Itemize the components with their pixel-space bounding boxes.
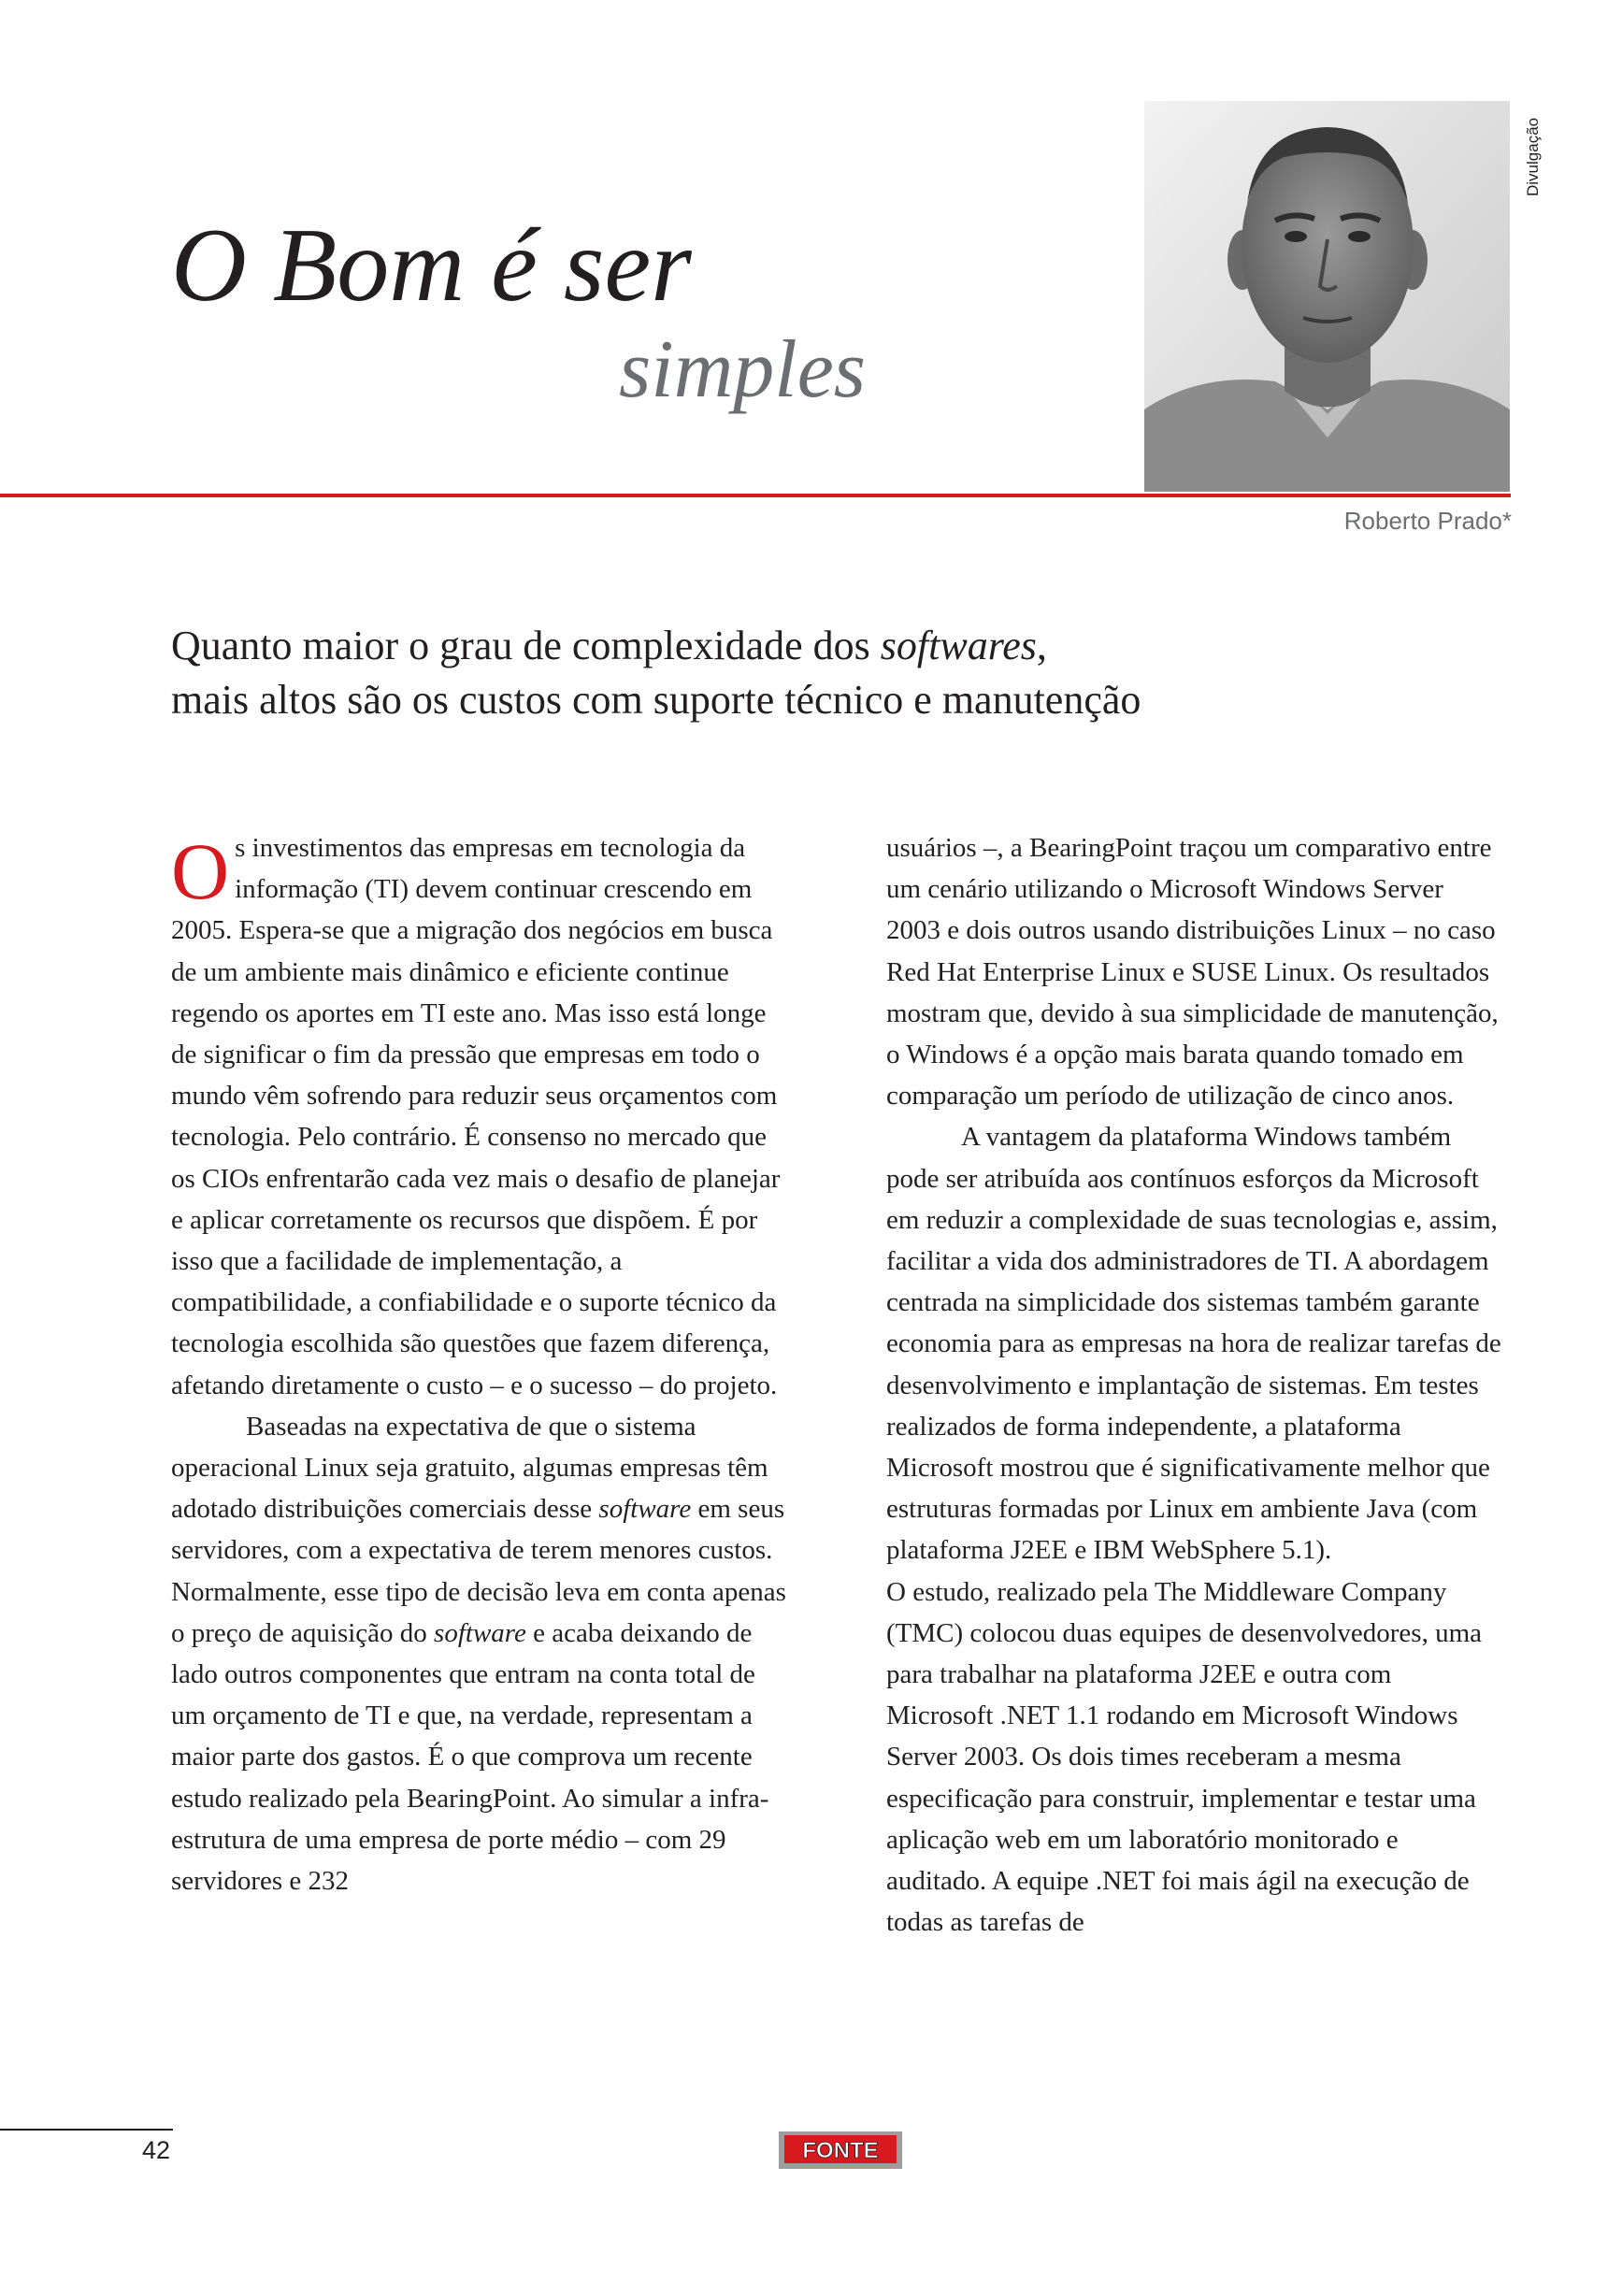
photo-credit: Divulgação bbox=[1524, 117, 1542, 196]
svg-text:FONTE: FONTE bbox=[802, 2138, 879, 2163]
lead-line-2: mais altos são os custos com suporte técnico e manutenção bbox=[171, 677, 1141, 723]
drop-cap: O bbox=[171, 826, 230, 916]
paragraph-2-italic-2: software bbox=[434, 1617, 526, 1648]
paragraph-2-text-a: Baseadas na expectativa de que o sistema operacional Linux seja gratuito, algumas empresas têm adotado distribuições comerciais desse bbox=[171, 1411, 768, 1525]
lead-text: Quanto maior o grau de complexidade dos bbox=[171, 623, 881, 668]
page-number: 42 bbox=[142, 2136, 171, 2164]
paragraph-2-continued: usuários –, a BearingPoint traçou um comparativo entre um cenário utilizando o Microsoft Windows Server 2003 e dois outros usando distribuições Linux – no caso Red Hat Enterprise Linux e SUSE Linux. Os resultados mostram que, devido à sua simplicidade de manutenção, o Windows é a opção mais barata quando tomado em comparação um período de utilização de cinco anos. bbox=[886, 833, 1499, 1112]
article-lead bbox=[171, 619, 1386, 727]
lead-punct: , bbox=[1036, 623, 1047, 668]
paragraph-2-text-c-part1: e acaba deixando de lado outros componentes que entram na conta total de um orçamento de TI e que, na verdade, representam a maior parte dos gastos. É o que comprova um recente estudo realizado pela BearingPoint. Ao simular a infra-estrutura de uma empresa de porte médio – com 29 servidores e 232 bbox=[171, 1617, 769, 1897]
body-column-right bbox=[886, 827, 1503, 1943]
fonte-logo bbox=[779, 2131, 902, 2169]
paragraph-1-text: s investimentos das empresas em tecnologia da informação (TI) devem continuar crescendo em 2005. Espera-se que a migração dos negócios em busca de um ambiente mais dinâmico e eficiente continue regendo os aportes em TI este ano. Mas isso está longe de significar o fim da pressão que empresas em todo o mundo vêm sofrendo para reduzir seus orçamentos com tecnologia. Pelo contrário. É consenso no mercado que os CIOs enfrentarão cada vez mais o desafio de planejar e aplicar corretamente os recursos que dispõem. É por isso que a facilidade de implementação, a compatibilidade, a confiabilidade e o suporte técnico da tecnologia escolhida são questões que fazem diferença, afetando diretamente o custo – e o sucesso – do projeto. bbox=[171, 833, 781, 1400]
body-column-left bbox=[171, 827, 788, 1901]
paragraph-2-italic-1: software bbox=[598, 1494, 692, 1525]
article-title: O Bom é ser bbox=[171, 208, 692, 323]
paragraph-3: A vantagem da plataforma Windows também pode ser atribuída aos contínuos esforços da Microsoft em reduzir a complexidade de suas tecnologias e, assim, facilitar a vida dos administradores de TI. A abordagem centrada na simplicidade dos sistemas também garante economia para as empresas na hora de realizar tarefas de desenvolvimento e implantação de sistemas. Em testes realizados de forma independente, a plataforma Microsoft mostrou que é significativamente melhor que estruturas formadas por Linux em ambiente Java (com plataforma J2EE e IBM WebSphere 5.1). bbox=[886, 1122, 1501, 1566]
paragraph-2-start bbox=[171, 1406, 788, 1901]
author-photo bbox=[1144, 101, 1510, 492]
author-name: Roberto Prado* bbox=[1343, 507, 1512, 535]
footer-divider bbox=[0, 2129, 173, 2131]
paragraph-2-text-b-part1: em seus servidores, com a expectativa de terem menores custos. Normalmente, esse tipo de decisão leva em conta apenas o preço de aquisição do bbox=[171, 1494, 786, 1648]
lead-italic: softwares bbox=[880, 623, 1037, 668]
paragraph-1 bbox=[171, 827, 788, 1406]
article-subtitle: simples bbox=[619, 324, 866, 415]
header-divider bbox=[0, 494, 1511, 497]
paragraph-4: O estudo, realizado pela The Middleware Company (TMC) colocou duas equipes de desenvolvedores, uma para trabalhar na plataforma J2EE e outra com Microsoft .NET 1.1 rodando em Microsoft Windows Server 2003. Os dois times receberam a mesma especificação para construir, implementar e testar uma aplicação web em um laboratório monitorado e auditado. A equipe .NET foi mais ágil na execução de todas as tarefas de bbox=[886, 1576, 1483, 1938]
